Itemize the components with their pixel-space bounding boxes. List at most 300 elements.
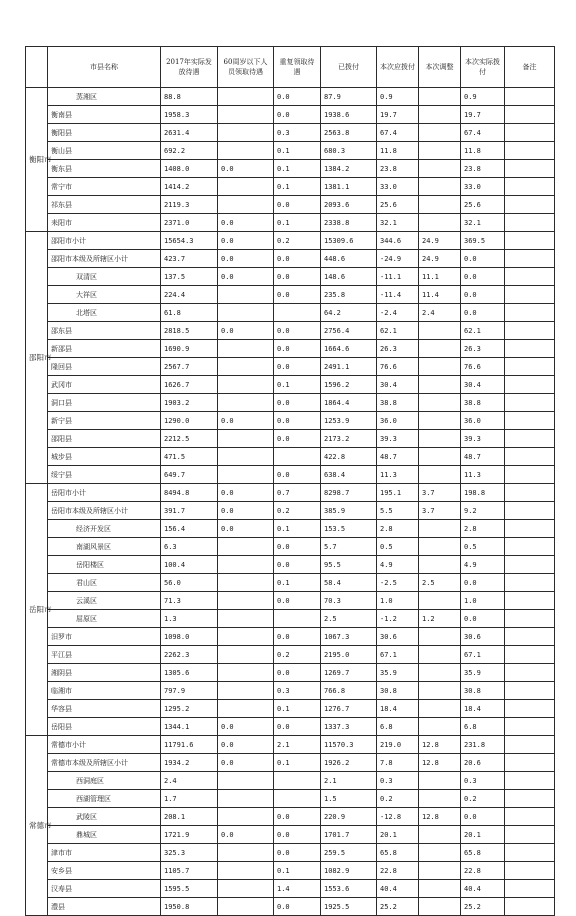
duplicate-cell: 0.0 (274, 556, 321, 574)
county-name-cell: 北塔区 (48, 304, 161, 322)
allocated-cell: 64.2 (321, 304, 377, 322)
duplicate-cell: 0.0 (274, 826, 321, 844)
table-row (26, 844, 555, 862)
actual-now-cell: 11.8 (461, 142, 505, 160)
due-cell: 7.8 (377, 754, 419, 772)
actual-2017-cell: 797.9 (161, 682, 218, 700)
county-name-cell: 经济开发区 (48, 520, 161, 538)
actual-2017-cell: 224.4 (161, 286, 218, 304)
under60-cell (218, 394, 274, 412)
actual-2017-cell: 1958.3 (161, 106, 218, 124)
under60-cell (218, 448, 274, 466)
actual-2017-cell: 1290.0 (161, 412, 218, 430)
duplicate-cell: 0.0 (274, 430, 321, 448)
county-name-cell: 耒阳市 (48, 214, 161, 232)
allocated-cell: 1925.5 (321, 898, 377, 916)
under60-cell: 0.0 (218, 412, 274, 430)
actual-2017-cell: 325.3 (161, 844, 218, 862)
under60-cell (218, 574, 274, 592)
actual-now-cell: 0.2 (461, 790, 505, 808)
allocated-cell: 1269.7 (321, 664, 377, 682)
adjust-cell (419, 448, 461, 466)
due-cell: 19.7 (377, 106, 419, 124)
county-name-cell: 华容县 (48, 700, 161, 718)
under60-cell (218, 124, 274, 142)
duplicate-cell: 0.1 (274, 754, 321, 772)
note-cell (505, 178, 555, 196)
actual-2017-cell: 2818.5 (161, 322, 218, 340)
table-row (26, 790, 555, 808)
table-row (26, 718, 555, 736)
note-cell (505, 466, 555, 484)
actual-2017-cell: 1295.2 (161, 700, 218, 718)
allocated-cell: 1701.7 (321, 826, 377, 844)
actual-2017-cell: 56.0 (161, 574, 218, 592)
actual-2017-cell: 1626.7 (161, 376, 218, 394)
under60-cell (218, 844, 274, 862)
actual-2017-cell: 71.3 (161, 592, 218, 610)
actual-2017-cell: 15654.3 (161, 232, 218, 250)
actual-now-cell: 23.8 (461, 160, 505, 178)
header-row (26, 47, 555, 88)
note-cell (505, 412, 555, 430)
note-cell (505, 124, 555, 142)
adjust-cell (419, 106, 461, 124)
table-row (26, 322, 555, 340)
city-cell: 邵阳市 (26, 232, 48, 484)
duplicate-cell: 0.1 (274, 862, 321, 880)
note-cell (505, 430, 555, 448)
county-name-cell: 鼎城区 (48, 826, 161, 844)
note-cell (505, 268, 555, 286)
due-cell: 0.5 (377, 538, 419, 556)
table-row (26, 268, 555, 286)
city-cell: 衡阳市 (26, 88, 48, 232)
allocated-cell: 1.5 (321, 790, 377, 808)
county-name-cell: 岳阳市小计 (48, 484, 161, 502)
allocated-cell: 2.5 (321, 610, 377, 628)
actual-2017-cell: 100.4 (161, 556, 218, 574)
header-adjust: 本次调整 (419, 47, 461, 88)
under60-cell (218, 196, 274, 214)
adjust-cell (419, 700, 461, 718)
note-cell (505, 664, 555, 682)
allocated-cell: 95.5 (321, 556, 377, 574)
under60-cell: 0.0 (218, 214, 274, 232)
actual-now-cell: 0.0 (461, 286, 505, 304)
allocated-cell: 2491.1 (321, 358, 377, 376)
adjust-cell (419, 160, 461, 178)
table-row (26, 160, 555, 178)
county-name-cell: 平江县 (48, 646, 161, 664)
duplicate-cell: 0.0 (274, 898, 321, 916)
allocated-cell: 220.9 (321, 808, 377, 826)
due-cell: 67.1 (377, 646, 419, 664)
due-cell: 23.8 (377, 160, 419, 178)
allocated-cell: 1384.2 (321, 160, 377, 178)
allocated-cell: 1938.6 (321, 106, 377, 124)
under60-cell: 0.0 (218, 826, 274, 844)
county-name-cell: 西洞庭区 (48, 772, 161, 790)
allocated-cell: 5.7 (321, 538, 377, 556)
table-row (26, 286, 555, 304)
county-name-cell: 汉寿县 (48, 880, 161, 898)
due-cell: 0.2 (377, 790, 419, 808)
actual-now-cell: 9.2 (461, 502, 505, 520)
duplicate-cell: 1.4 (274, 880, 321, 898)
allocated-cell: 1596.2 (321, 376, 377, 394)
table-row (26, 556, 555, 574)
allocated-cell: 148.6 (321, 268, 377, 286)
actual-now-cell: 30.4 (461, 376, 505, 394)
county-name-cell: 邵阳市本级及所辖区小计 (48, 250, 161, 268)
due-cell: -11.1 (377, 268, 419, 286)
actual-2017-cell: 1344.1 (161, 718, 218, 736)
table-row (26, 628, 555, 646)
due-cell: 30.4 (377, 376, 419, 394)
due-cell: 25.2 (377, 898, 419, 916)
actual-now-cell: 48.7 (461, 448, 505, 466)
note-cell (505, 880, 555, 898)
adjust-cell (419, 898, 461, 916)
duplicate-cell: 0.1 (274, 520, 321, 538)
allocated-cell: 1253.9 (321, 412, 377, 430)
allocated-cell: 638.4 (321, 466, 377, 484)
actual-2017-cell: 88.8 (161, 88, 218, 106)
allocated-cell: 11570.3 (321, 736, 377, 754)
table-row (26, 376, 555, 394)
allocated-cell: 766.8 (321, 682, 377, 700)
actual-2017-cell: 1721.9 (161, 826, 218, 844)
header-county: 市县名称 (48, 47, 161, 88)
table-row (26, 340, 555, 358)
under60-cell (218, 862, 274, 880)
adjust-cell (419, 826, 461, 844)
due-cell: 4.9 (377, 556, 419, 574)
county-name-cell: 君山区 (48, 574, 161, 592)
actual-2017-cell: 1950.8 (161, 898, 218, 916)
note-cell (505, 574, 555, 592)
duplicate-cell: 0.0 (274, 394, 321, 412)
header-city (26, 47, 48, 88)
duplicate-cell: 0.0 (274, 106, 321, 124)
actual-2017-cell: 692.2 (161, 142, 218, 160)
note-cell (505, 754, 555, 772)
actual-2017-cell: 2371.0 (161, 214, 218, 232)
under60-cell (218, 178, 274, 196)
county-name-cell: 洞口县 (48, 394, 161, 412)
duplicate-cell (274, 790, 321, 808)
table-row (26, 502, 555, 520)
actual-2017-cell: 1595.5 (161, 880, 218, 898)
county-name-cell: 邵阳市小计 (48, 232, 161, 250)
adjust-cell (419, 772, 461, 790)
county-name-cell: 云溪区 (48, 592, 161, 610)
table-row (26, 520, 555, 538)
actual-now-cell: 33.0 (461, 178, 505, 196)
header-allocated: 已拨付 (321, 47, 377, 88)
due-cell: 38.8 (377, 394, 419, 412)
table-row (26, 826, 555, 844)
actual-2017-cell: 1690.9 (161, 340, 218, 358)
county-name-cell: 湘阴县 (48, 664, 161, 682)
duplicate-cell: 0.0 (274, 538, 321, 556)
table-row (26, 754, 555, 772)
county-name-cell: 岳阳市本级及所辖区小计 (48, 502, 161, 520)
actual-2017-cell: 649.7 (161, 466, 218, 484)
due-cell: 30.6 (377, 628, 419, 646)
actual-2017-cell: 208.1 (161, 808, 218, 826)
table-row (26, 214, 555, 232)
adjust-cell (419, 322, 461, 340)
under60-cell: 0.0 (218, 718, 274, 736)
actual-2017-cell: 6.3 (161, 538, 218, 556)
due-cell: 48.7 (377, 448, 419, 466)
note-cell (505, 898, 555, 916)
table-row (26, 106, 555, 124)
actual-now-cell: 0.0 (461, 250, 505, 268)
actual-now-cell: 76.6 (461, 358, 505, 376)
actual-2017-cell: 156.4 (161, 520, 218, 538)
duplicate-cell: 0.0 (274, 664, 321, 682)
note-cell (505, 304, 555, 322)
table-row (26, 682, 555, 700)
note-cell (505, 772, 555, 790)
actual-now-cell: 2.8 (461, 520, 505, 538)
adjust-cell: 2.5 (419, 574, 461, 592)
allocated-cell: 2093.6 (321, 196, 377, 214)
adjust-cell (419, 646, 461, 664)
allocated-cell: 1337.3 (321, 718, 377, 736)
allocated-cell: 70.3 (321, 592, 377, 610)
table-row (26, 394, 555, 412)
due-cell: 40.4 (377, 880, 419, 898)
header-actual-2017: 2017年实际发放待遇 (161, 47, 218, 88)
note-cell (505, 232, 555, 250)
table-row (26, 250, 555, 268)
allocated-cell: 1276.7 (321, 700, 377, 718)
county-name-cell: 武陵区 (48, 808, 161, 826)
actual-now-cell: 20.6 (461, 754, 505, 772)
actual-now-cell: 38.8 (461, 394, 505, 412)
allocated-cell: 153.5 (321, 520, 377, 538)
under60-cell: 0.0 (218, 160, 274, 178)
adjust-cell: 24.9 (419, 250, 461, 268)
actual-2017-cell: 2567.7 (161, 358, 218, 376)
header-duplicate: 重复领取待遇 (274, 47, 321, 88)
actual-now-cell: 369.5 (461, 232, 505, 250)
actual-now-cell: 25.6 (461, 196, 505, 214)
actual-now-cell: 0.3 (461, 772, 505, 790)
county-name-cell: 双清区 (48, 268, 161, 286)
under60-cell (218, 682, 274, 700)
note-cell (505, 142, 555, 160)
duplicate-cell (274, 610, 321, 628)
actual-now-cell: 0.9 (461, 88, 505, 106)
duplicate-cell: 0.1 (274, 574, 321, 592)
note-cell (505, 358, 555, 376)
actual-2017-cell: 471.5 (161, 448, 218, 466)
note-cell (505, 538, 555, 556)
under60-cell (218, 358, 274, 376)
table-row (26, 232, 555, 250)
under60-cell: 0.0 (218, 502, 274, 520)
duplicate-cell: 0.0 (274, 592, 321, 610)
actual-now-cell: 0.0 (461, 268, 505, 286)
header-note: 备注 (505, 47, 555, 88)
adjust-cell (419, 358, 461, 376)
actual-now-cell: 62.1 (461, 322, 505, 340)
county-name-cell: 蒸湘区 (48, 88, 161, 106)
adjust-cell (419, 862, 461, 880)
allocation-table-sheet (25, 46, 554, 916)
adjust-cell (419, 88, 461, 106)
table-row (26, 466, 555, 484)
table-row (26, 772, 555, 790)
county-name-cell: 城步县 (48, 448, 161, 466)
table-row (26, 178, 555, 196)
county-name-cell: 澧县 (48, 898, 161, 916)
adjust-cell (419, 844, 461, 862)
adjust-cell (419, 538, 461, 556)
adjust-cell: 3.7 (419, 484, 461, 502)
under60-cell (218, 88, 274, 106)
table-row (26, 142, 555, 160)
actual-now-cell: 67.4 (461, 124, 505, 142)
due-cell: 65.8 (377, 844, 419, 862)
county-name-cell: 南湖风景区 (48, 538, 161, 556)
allocated-cell: 2338.8 (321, 214, 377, 232)
allocated-cell: 448.6 (321, 250, 377, 268)
county-name-cell: 岳阳楼区 (48, 556, 161, 574)
duplicate-cell: 0.2 (274, 232, 321, 250)
note-cell (505, 700, 555, 718)
due-cell: 18.4 (377, 700, 419, 718)
under60-cell: 0.0 (218, 484, 274, 502)
adjust-cell (419, 142, 461, 160)
note-cell (505, 862, 555, 880)
actual-2017-cell: 2119.3 (161, 196, 218, 214)
actual-2017-cell: 137.5 (161, 268, 218, 286)
actual-2017-cell: 1903.2 (161, 394, 218, 412)
allocated-cell: 1381.1 (321, 178, 377, 196)
actual-now-cell: 11.3 (461, 466, 505, 484)
due-cell: 26.3 (377, 340, 419, 358)
duplicate-cell: 0.0 (274, 340, 321, 358)
duplicate-cell: 0.1 (274, 376, 321, 394)
actual-now-cell: 30.6 (461, 628, 505, 646)
actual-now-cell: 0.0 (461, 610, 505, 628)
allocated-cell: 2756.4 (321, 322, 377, 340)
actual-now-cell: 4.9 (461, 556, 505, 574)
header-due: 本次应拨付 (377, 47, 419, 88)
note-cell (505, 790, 555, 808)
county-name-cell: 邵阳县 (48, 430, 161, 448)
actual-now-cell: 198.8 (461, 484, 505, 502)
duplicate-cell: 0.0 (274, 196, 321, 214)
under60-cell: 0.0 (218, 250, 274, 268)
actual-now-cell: 0.0 (461, 304, 505, 322)
county-name-cell: 汨罗市 (48, 628, 161, 646)
actual-now-cell: 0.5 (461, 538, 505, 556)
under60-cell (218, 376, 274, 394)
under60-cell (218, 610, 274, 628)
adjust-cell (419, 880, 461, 898)
actual-now-cell: 18.4 (461, 700, 505, 718)
actual-now-cell: 32.1 (461, 214, 505, 232)
county-name-cell: 衡阳县 (48, 124, 161, 142)
adjust-cell (419, 664, 461, 682)
due-cell: -11.4 (377, 286, 419, 304)
note-cell (505, 340, 555, 358)
due-cell: -24.9 (377, 250, 419, 268)
duplicate-cell: 0.2 (274, 502, 321, 520)
duplicate-cell: 0.0 (274, 718, 321, 736)
under60-cell (218, 880, 274, 898)
note-cell (505, 106, 555, 124)
duplicate-cell: 0.1 (274, 700, 321, 718)
table-row (26, 898, 555, 916)
adjust-cell (419, 124, 461, 142)
under60-cell (218, 592, 274, 610)
under60-cell (218, 286, 274, 304)
duplicate-cell: 0.1 (274, 178, 321, 196)
actual-2017-cell: 1414.2 (161, 178, 218, 196)
header-actual-now: 本次实际拨付 (461, 47, 505, 88)
note-cell (505, 556, 555, 574)
duplicate-cell: 2.1 (274, 736, 321, 754)
table-row (26, 538, 555, 556)
due-cell: -2.4 (377, 304, 419, 322)
note-cell (505, 376, 555, 394)
table-row (26, 700, 555, 718)
allocated-cell: 15309.6 (321, 232, 377, 250)
adjust-cell: 11.1 (419, 268, 461, 286)
actual-now-cell: 65.8 (461, 844, 505, 862)
under60-cell (218, 538, 274, 556)
adjust-cell: 24.9 (419, 232, 461, 250)
actual-now-cell: 35.9 (461, 664, 505, 682)
table-row (26, 304, 555, 322)
actual-2017-cell: 1105.7 (161, 862, 218, 880)
adjust-cell (419, 520, 461, 538)
actual-now-cell: 19.7 (461, 106, 505, 124)
adjust-cell (419, 790, 461, 808)
allocation-table (25, 46, 555, 916)
note-cell (505, 592, 555, 610)
due-cell: 195.1 (377, 484, 419, 502)
note-cell (505, 250, 555, 268)
county-name-cell: 常德市本级及所辖区小计 (48, 754, 161, 772)
duplicate-cell: 0.0 (274, 844, 321, 862)
due-cell: 1.0 (377, 592, 419, 610)
note-cell (505, 484, 555, 502)
due-cell: 39.3 (377, 430, 419, 448)
allocated-cell: 87.9 (321, 88, 377, 106)
allocated-cell: 1664.6 (321, 340, 377, 358)
adjust-cell (419, 412, 461, 430)
county-name-cell: 祁东县 (48, 196, 161, 214)
duplicate-cell (274, 772, 321, 790)
table-row (26, 592, 555, 610)
allocated-cell: 1067.3 (321, 628, 377, 646)
actual-2017-cell: 61.8 (161, 304, 218, 322)
under60-cell: 0.0 (218, 736, 274, 754)
table-row (26, 124, 555, 142)
under60-cell: 0.0 (218, 520, 274, 538)
actual-now-cell: 22.8 (461, 862, 505, 880)
under60-cell (218, 664, 274, 682)
